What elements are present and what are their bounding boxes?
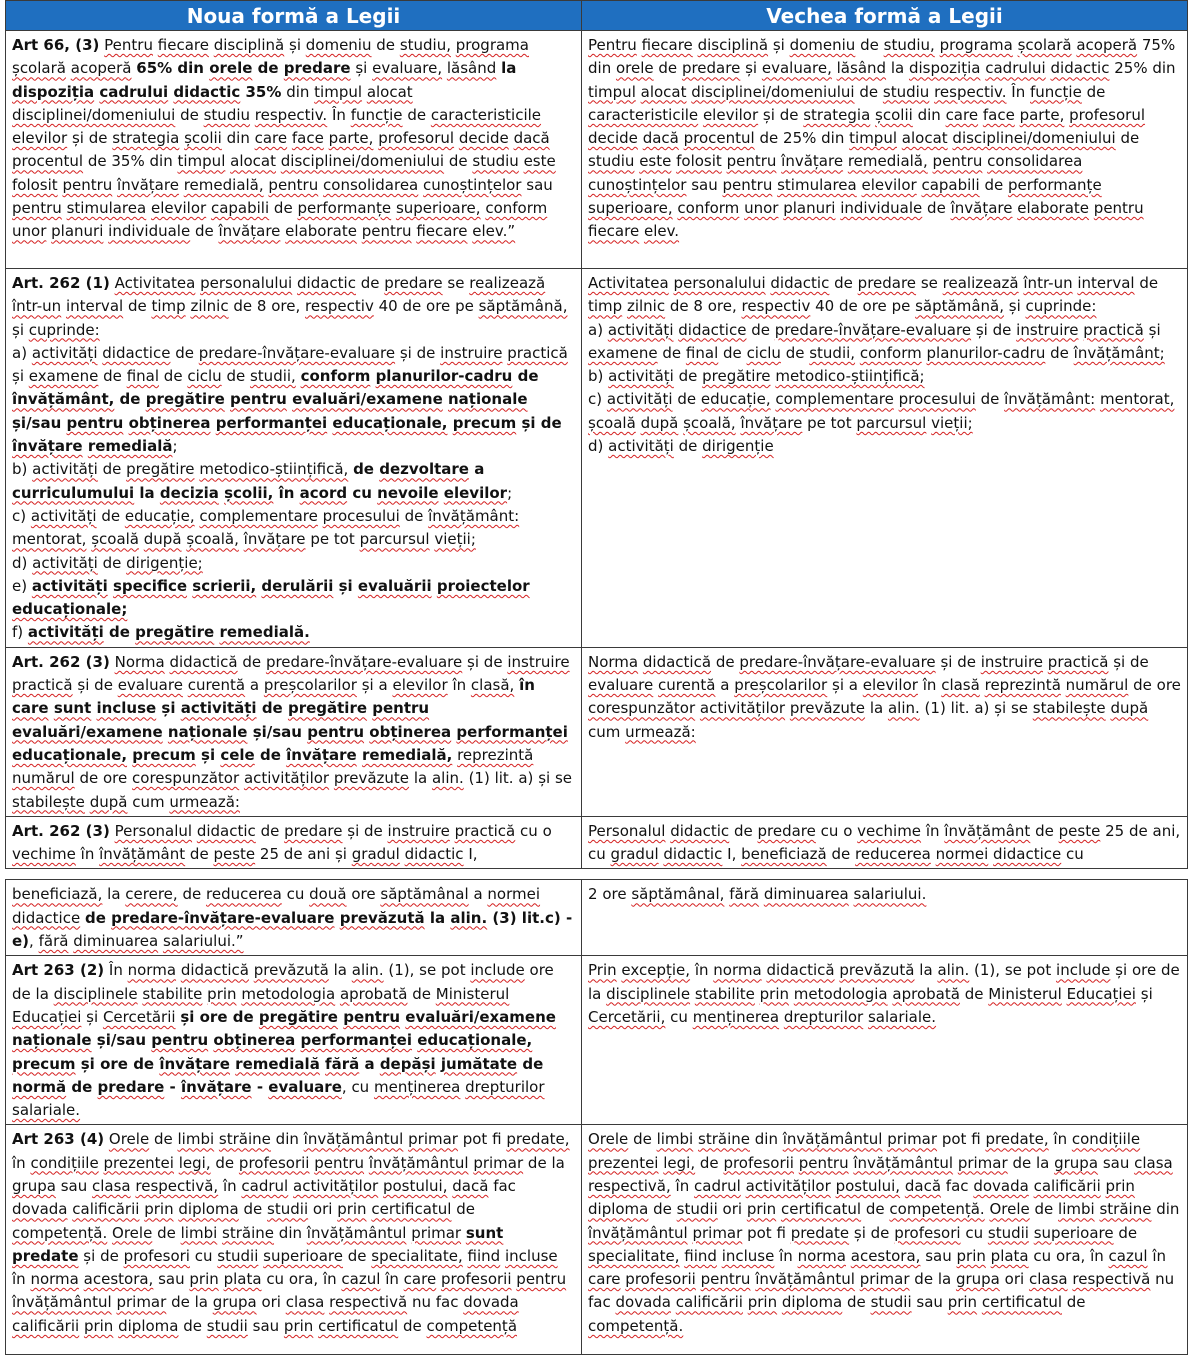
old-form-cell <box>582 31 1188 269</box>
cell-paragraph: b) activități de pregătire metodico-științifică; <box>588 367 925 386</box>
new-form-cell <box>6 956 582 1125</box>
cell-paragraph: Prin excepție, în norma didactică prevăzută la alin. (1), se pot include și ore de la disciplinele stabilite prin metodologia aprobată de Ministerul Educației și Cercetării, cu menținerea drepturilor salariale. <box>588 961 1180 1026</box>
page-break-gap <box>5 869 1187 879</box>
table-row <box>6 880 1188 956</box>
cell-paragraph: Art 263 (4) Orele de limbi străine din învățământul primar pot fi predate, în condițiile prezentei legi, de profesorii pentru învățământul primar de la grupa sau clasa respectivă, în cadrul activităților postului, dacă fac dovada calificării prin diploma de studii ori prin certificatul de competență. Orele de limbi străine din învățământul primar sunt predate și de profesori cu studii superioare de specialitate, fiind incluse în norma acestora, sau prin plata cu ora, în cazul în care profesorii pentru învățământul primar de la grupa ori clasa respectivă nu fac dovada calificării prin diploma de studii sau prin certificatul de competență <box>12 1130 570 1335</box>
cell-paragraph: Art. 262 (3) Norma didactică de predare-învățare-evaluare și de instruire practică și de evaluare curentă a preșcolarilor și a elevilor în clasă, în care sunt incluse și activități de pregătire pentru evaluări/examene naționale și/sau pentru obținerea performanței educaționale, precum și cele de învățare remedială, reprezintă numărul de ore corespunzător activităților prevăzute la alin. (1) lit. a) și se stabilește după cum urmează: <box>12 652 572 811</box>
cell-paragraph: b) activități de pregătire metodico-științifică, de dezvoltare a curriculumului la decizia școlii, în acord cu nevoile elevilor; <box>12 460 513 502</box>
cell-paragraph: e) activități specifice scrierii, derulării și evaluării proiectelor educaționale; <box>12 576 530 619</box>
old-form-cell <box>582 880 1188 956</box>
cell-paragraph: Pentru fiecare disciplină și domeniu de studiu, programa școlară acoperă 75% din orele de predare și evaluare, lăsând la dispoziția cadrului didactic 25% din timpul alocat disciplinei/domeniului de studiu respectiv. În funcție de caracteristicile elevilor și de strategia școlii din care face parte, profesorul decide dacă procentul de 25% din timpul alocat disciplinei/domeniului de studiu este folosit pentru învățare remedială, pentru consolidarea cunoștințelor sau pentru stimularea elevilor capabili de performanțe superioare, conform unor planuri individuale de învățare elaborate pentru fiecare elev. <box>588 36 1176 241</box>
old-form-cell <box>582 647 1188 816</box>
new-form-cell <box>6 816 582 869</box>
header-row <box>6 1 1188 31</box>
cell-paragraph: Art. 262 (3) Personalul didactic de predare și de instruire practică cu o vechime în învățământ de peste 25 de ani și gradul didactic I, <box>12 821 552 864</box>
header-old-form: Vechea formă a Legii <box>582 1 1188 31</box>
old-form-cell <box>582 956 1188 1125</box>
cell-paragraph: a) activități didactice de predare-învățare-evaluare și de instruire practică și examene de final de ciclu de studii, conform planurilor-cadru de învățământ, de pregătire pentru evaluări/examene naționale și/sau pentru obținerea performanței educaționale, precum și de învățare remedială; <box>12 343 568 456</box>
cell-paragraph: d) activități de dirigenție <box>588 437 774 456</box>
cell-paragraph: Personalul didactic de predare cu o vechime în învățământ de peste 25 de ani, cu gradul didactic I, beneficiază de reducerea normei didactice cu <box>588 821 1181 864</box>
table-row <box>6 269 1188 648</box>
cell-paragraph: d) activități de dirigenție; <box>12 553 203 572</box>
old-form-cell <box>582 816 1188 869</box>
new-form-cell <box>6 31 582 269</box>
cell-paragraph: Art. 262 (1) Activitatea personalului didactic de predare se realizează într-un interval de timp zilnic de 8 ore, respectiv 40 de ore pe săptămână, și cuprinde: <box>12 274 568 339</box>
table-row <box>6 1125 1188 1355</box>
cell-paragraph: c) activități de educație, complementare procesului de învățământ: mentorat, școală după școală, învățare pe tot parcursul vieții; <box>588 390 1175 432</box>
new-form-cell <box>6 1125 582 1355</box>
old-form-cell <box>582 269 1188 648</box>
cell-paragraph: beneficiază, la cerere, de reducerea cu două ore săptămânal a normei didactice de predare-învățare-evaluare prevăzută la alin. (3) lit.c) - e), fără diminuarea salariului.” <box>12 885 573 951</box>
table-row <box>6 816 1188 869</box>
new-form-cell <box>6 647 582 816</box>
cell-paragraph: f) activități de pregătire remedială. <box>12 623 310 642</box>
new-form-cell <box>6 269 582 648</box>
comparison-table-part-2 <box>5 879 1188 1355</box>
cell-paragraph: Activitatea personalului didactic de predare se realizează într-un interval de timp zilnic de 8 ore, respectiv 40 de ore pe săptămână, și cuprinde: <box>588 274 1159 316</box>
cell-paragraph: c) activități de educație, complementare procesului de învățământ: mentorat, școală după școală, învățare pe tot parcursul vieții; <box>12 506 520 549</box>
table-row <box>6 647 1188 816</box>
cell-paragraph: Orele de limbi străine din învățământul primar pot fi predate, în condițiile prezentei legi, de profesorii pentru învățământul primar de la grupa sau clasa respectivă, în cadrul activităților postului, dacă fac dovada calificării prin diploma de studii ori prin certificatul de competență. Orele de limbi străine din învățământul primar pot fi predate și de profesori cu studii superioare de specialitate, fiind incluse în norma acestora, sau prin plata cu ora, în cazul în care profesorii pentru învățământul primar de la grupa ori clasa respectivă nu fac dovada calificării prin diploma de studii sau prin certificatul de competență. <box>588 1130 1180 1335</box>
table-row <box>6 31 1188 269</box>
old-form-cell <box>582 1125 1188 1355</box>
cell-paragraph: Art 66, (3) Pentru fiecare disciplină și domeniu de studiu, programa școlară acoperă 65% din orele de predare și evaluare, lăsând la dispoziția cadrului didactic 35% din timpul alocat disciplinei/domeniului de studiu respectiv. În funcție de caracteristicile elevilor și de strategia școlii din care face parte, profesorul decide dacă procentul de 35% din timpul alocat disciplinei/domeniului de studiu este folosit pentru învățare remedială, pentru consolidarea cunoștințelor sau pentru stimularea elevilor capabili de performanțe superioare, conform unor planuri individuale de învățare elaborate pentru fiecare elev.” <box>12 36 556 241</box>
cell-paragraph: Art 263 (2) În norma didactică prevăzută la alin. (1), se pot include ore de la disciplinele stabilite prin metodologia aprobată de Ministerul Educației și Cercetării și ore de pregătire pentru evaluări/examene naționale și/sau pentru obținerea performanței educaționale, precum și ore de învățare remedială fără a depăși jumătate de normă de predare - învățare - evaluare, cu menținerea drepturilor salariale. <box>12 961 556 1120</box>
table-row <box>6 956 1188 1125</box>
header-new-form: Noua formă a Legii <box>6 1 582 31</box>
cell-paragraph: Norma didactică de predare-învățare-evaluare și de instruire practică și de evaluare curentă a preșcolarilor și a elevilor în clasă reprezintă numărul de ore corespunzător activităților prevăzute la alin. (1) lit. a) și se stabilește după cum urmează: <box>588 652 1181 741</box>
new-form-cell <box>6 880 582 956</box>
comparison-document <box>5 0 1187 1355</box>
cell-paragraph: a) activități didactice de predare-învățare-evaluare și de instruire practică și examene de final de ciclu de studii, conform planurilor-cadru de învățământ; <box>588 320 1165 362</box>
comparison-table-part-1 <box>5 0 1188 869</box>
cell-paragraph: 2 ore săptămânal, fără diminuarea salariului. <box>588 885 927 904</box>
